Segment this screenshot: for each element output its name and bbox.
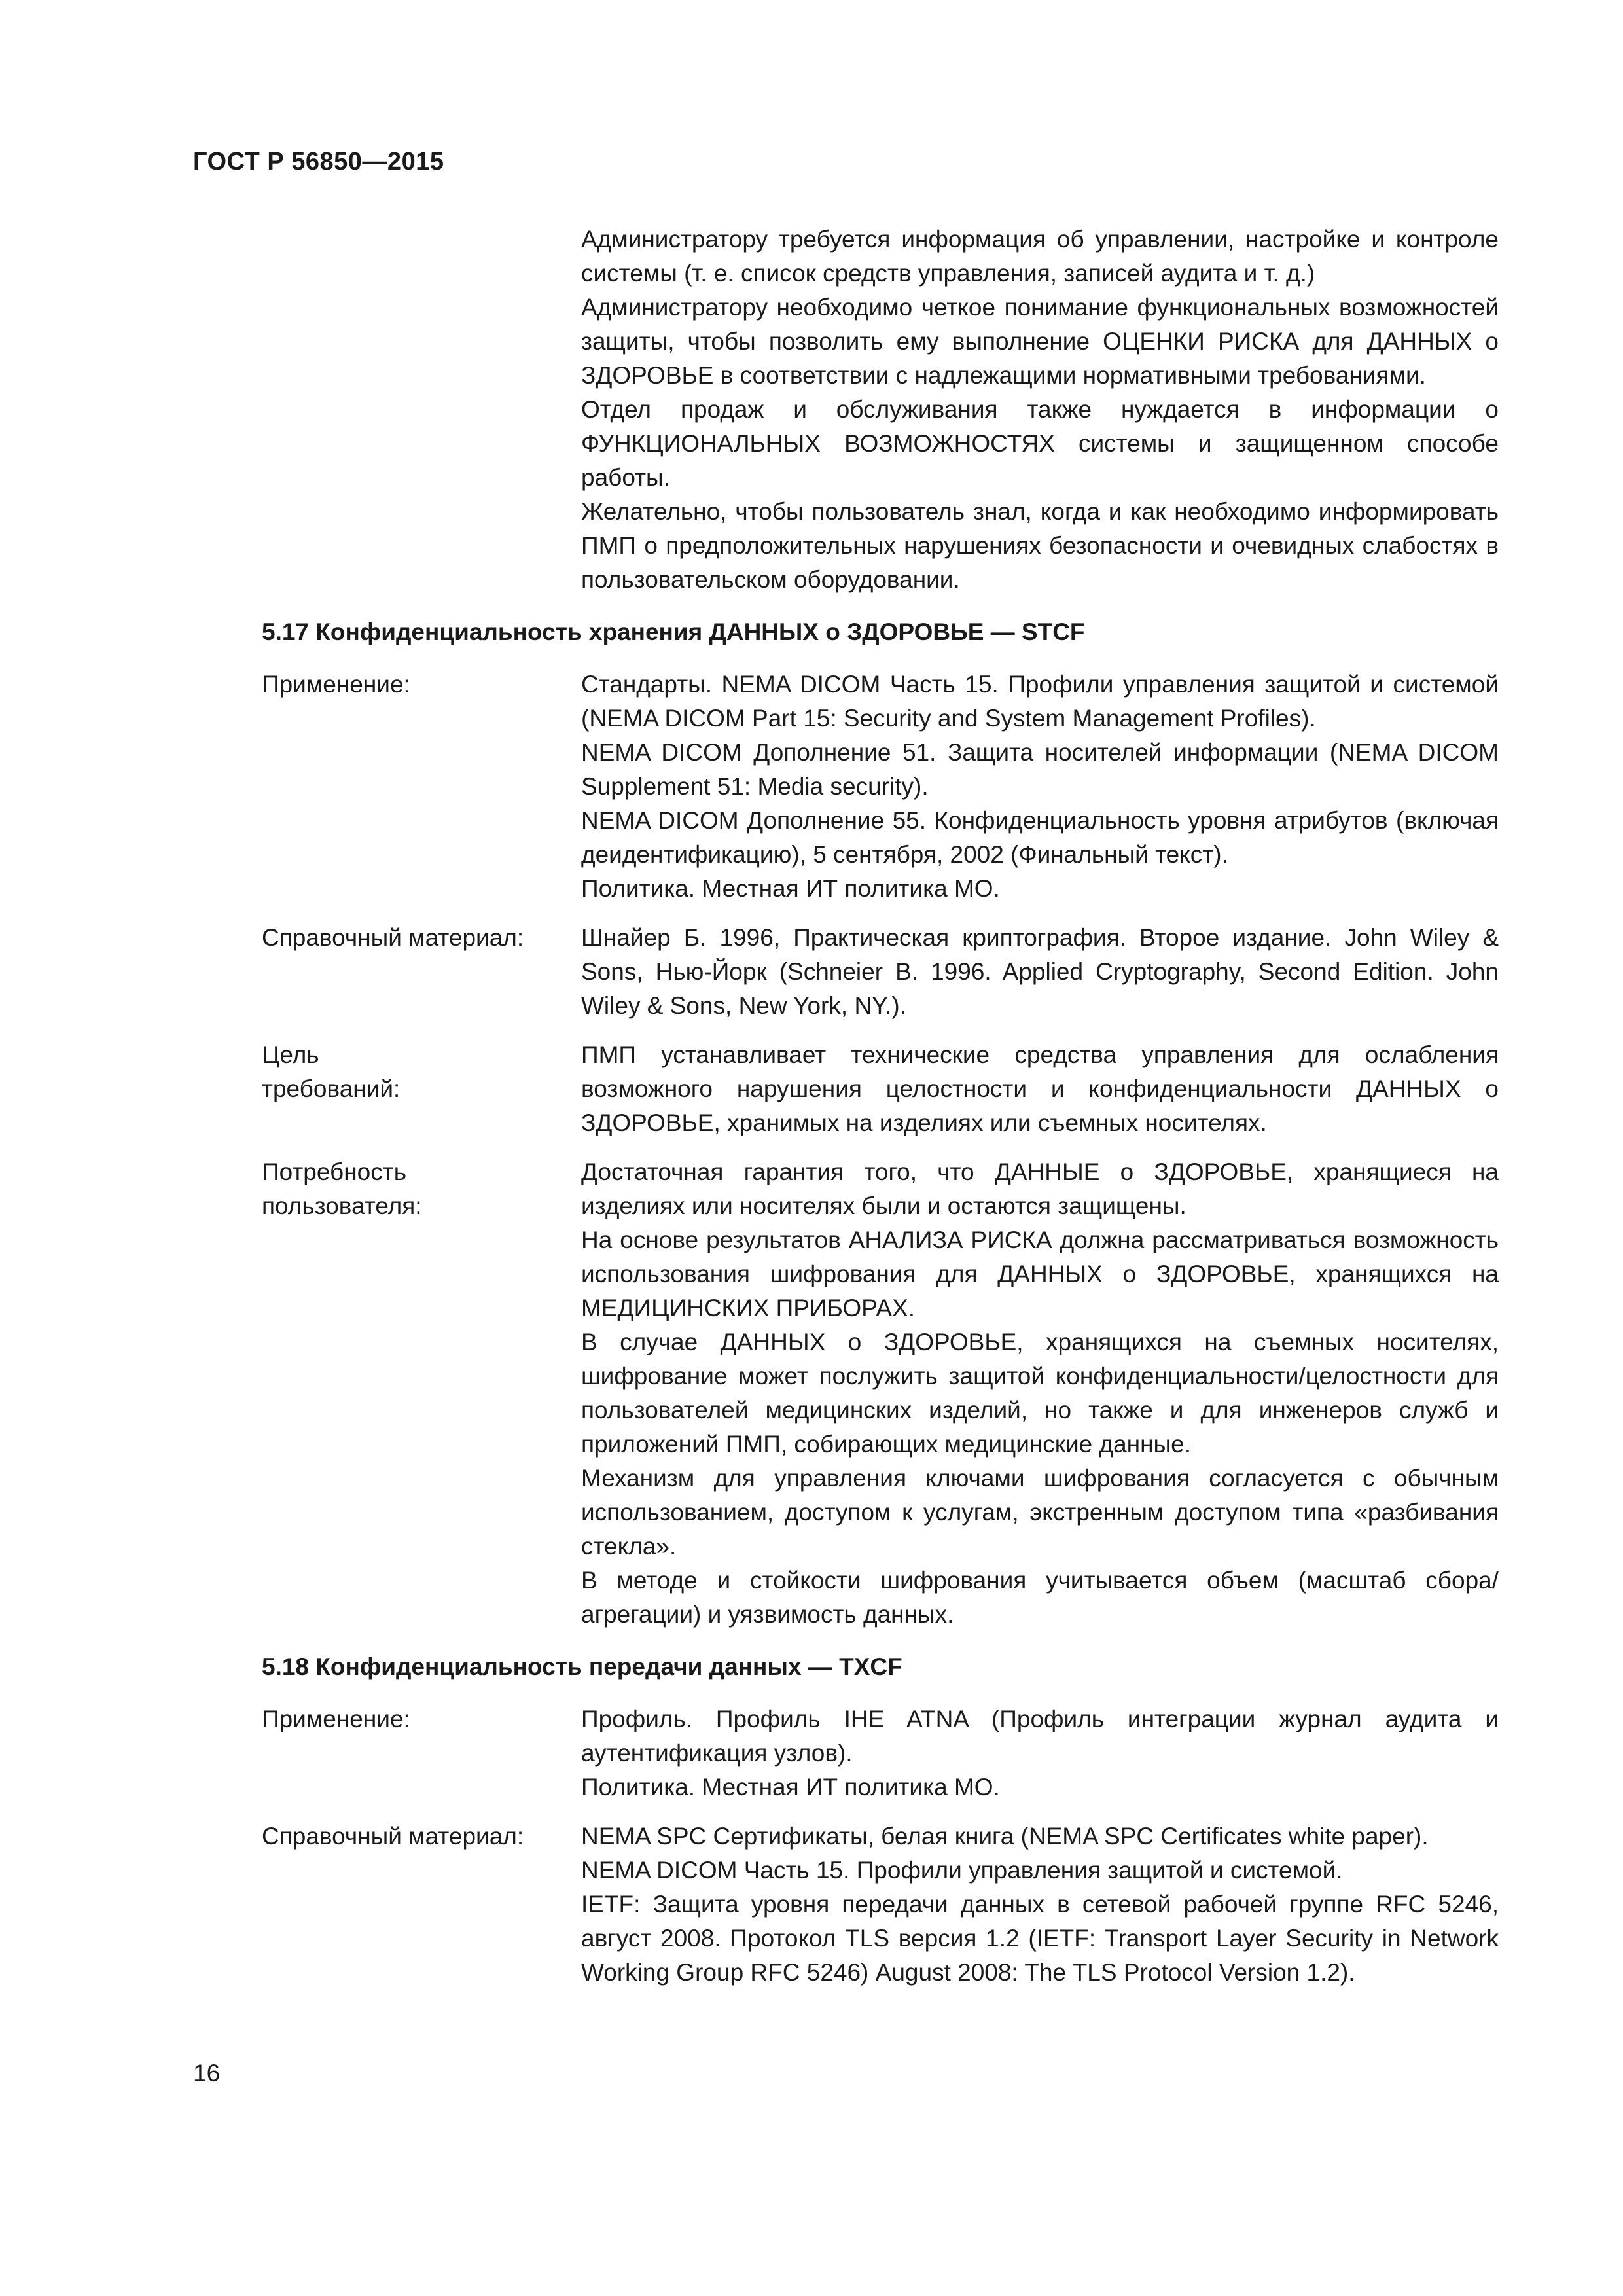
section-title-5-17: 5.17 Конфиденциальность хранения ДАННЫХ о ЗДОРОВЬЕ — STCF <box>262 619 1085 645</box>
row-paragraph: Шнайер Б. 1996, Практическая криптография. Второе издание. John Wiley & Sons, Нью-Йорк (Schneier B. 1996. Applied Cryptography, Second Edition. John Wiley & Sons, New York, NY.). <box>581 924 1499 1019</box>
row-paragraph: Стандарты. NEMA DICOM Часть 15. Профили управления защитой и системой (NEMA DICOM Part 15: Security and System Management Profiles). <box>581 671 1499 732</box>
document-header: ГОСТ Р 56850—2015 <box>193 148 444 175</box>
row-paragraph: В методе и стойкости шифрования учитывается объем (масштаб сбора/агрегации) и уязвимость данных. <box>581 1567 1499 1628</box>
section-row-user-need <box>262 1155 1499 1632</box>
page-number: 16 <box>193 2060 221 2087</box>
row-value <box>581 1038 1499 1140</box>
row-paragraph: В случае ДАННЫХ о ЗДОРОВЬЕ, хранящихся на съемных носителях, шифрование может послужить защитой конфиденциальности/целостности для пользователей медицинских изделий, но также и для инженеров служб и приложений ПМП, собирающих медицинские данные. <box>581 1329 1499 1458</box>
row-paragraph: Профиль. Профиль IHE ATNA (Профиль интеграции журнал аудита и аутентификация узлов). <box>581 1706 1499 1767</box>
row-label: Применение: <box>262 1706 410 1732</box>
section-row-reference <box>262 921 1499 1023</box>
row-label: Применение: <box>262 671 410 698</box>
intro-block <box>262 223 1499 597</box>
row-label: Потребность пользователя: <box>262 1158 422 1219</box>
row-value <box>581 1820 1499 1990</box>
section-row-application <box>262 668 1499 906</box>
row-label: Справочный материал: <box>262 924 524 951</box>
row-paragraph: NEMA DICOM Дополнение 55. Конфиденциальность уровня атрибутов (включая деидентификацию), 5 сентября, 2002 (Финальный текст). <box>581 807 1499 868</box>
row-paragraph: NEMA DICOM Дополнение 51. Защита носителей информации (NEMA DICOM Supplement 51: Media security). <box>581 739 1499 800</box>
row-paragraph: IETF: Защита уровня передачи данных в сетевой рабочей группе RFC 5246, август 2008. Протокол TLS версия 1.2 (IETF: Transport Layer Security in Network Working Group RFC 5246) August 2008: The TLS Protocol Version 1.2). <box>581 1891 1499 1986</box>
row-value <box>581 1702 1499 1804</box>
row-label: Цель требований: <box>262 1041 401 1102</box>
section-row-application <box>262 1702 1499 1804</box>
row-paragraph: Политика. Местная ИТ политика МО. <box>581 875 1000 902</box>
intro-paragraph: Администратору требуется информация об управлении, настройке и контроле системы (т. е. список средств управления, записей аудита и т. д.) <box>581 226 1499 287</box>
row-value <box>581 668 1499 906</box>
row-paragraph: NEMA SPC Сертификаты, белая книга (NEMA SPC Certificates white paper). <box>581 1823 1429 1850</box>
intro-paragraph: Отдел продаж и обслуживания также нуждается в информации о ФУНКЦИОНАЛЬНЫХ ВОЗМОЖНОСТЯХ системы и защищенном способе работы. <box>581 396 1499 491</box>
section-row-reference <box>262 1820 1499 1990</box>
row-value <box>581 921 1499 1023</box>
intro-paragraph: Администратору необходимо четкое понимание функциональных возможностей защиты, чтобы позволить ему выполнение ОЦЕНКИ РИСКА для ДАННЫХ о ЗДОРОВЬЕ в соответствии с надлежащими нормативными требованиями. <box>581 294 1499 389</box>
row-value <box>581 1155 1499 1632</box>
row-paragraph: Достаточная гарантия того, что ДАННЫЕ о ЗДОРОВЬЕ, хранящиеся на изделиях или носителях были и остаются защищены. <box>581 1158 1499 1219</box>
row-paragraph: ПМП устанавливает технические средства управления для ослабления возможного нарушения целостности и конфиденциальности ДАННЫХ о ЗДОРОВЬЕ, хранимых на изделиях или съемных носителях. <box>581 1041 1499 1136</box>
row-label: Справочный материал: <box>262 1823 524 1850</box>
row-paragraph: На основе результатов АНАЛИЗА РИСКА должна рассматриваться возможность использования шифрования для ДАННЫХ о ЗДОРОВЬЕ, хранящихся на МЕДИЦИНСКИХ ПРИБОРАХ. <box>581 1227 1499 1321</box>
intro-paragraph: Желательно, чтобы пользователь знал, когда и как необходимо информировать ПМП о предположительных нарушениях безопасности и очевидных слабостях в пользовательском оборудовании. <box>581 498 1499 593</box>
row-paragraph: Политика. Местная ИТ политика МО. <box>581 1774 1000 1801</box>
row-paragraph: NEMA DICOM Часть 15. Профили управления защитой и системой. <box>581 1857 1343 1884</box>
section-title-5-18: 5.18 Конфиденциальность передачи данных — TXCF <box>262 1653 902 1680</box>
row-paragraph: Механизм для управления ключами шифрования согласуется с обычным использованием, доступом к услугам, экстренным доступом типа «разбивания стекла». <box>581 1465 1499 1560</box>
section-row-goal <box>262 1038 1499 1140</box>
page-content <box>262 223 1499 2005</box>
